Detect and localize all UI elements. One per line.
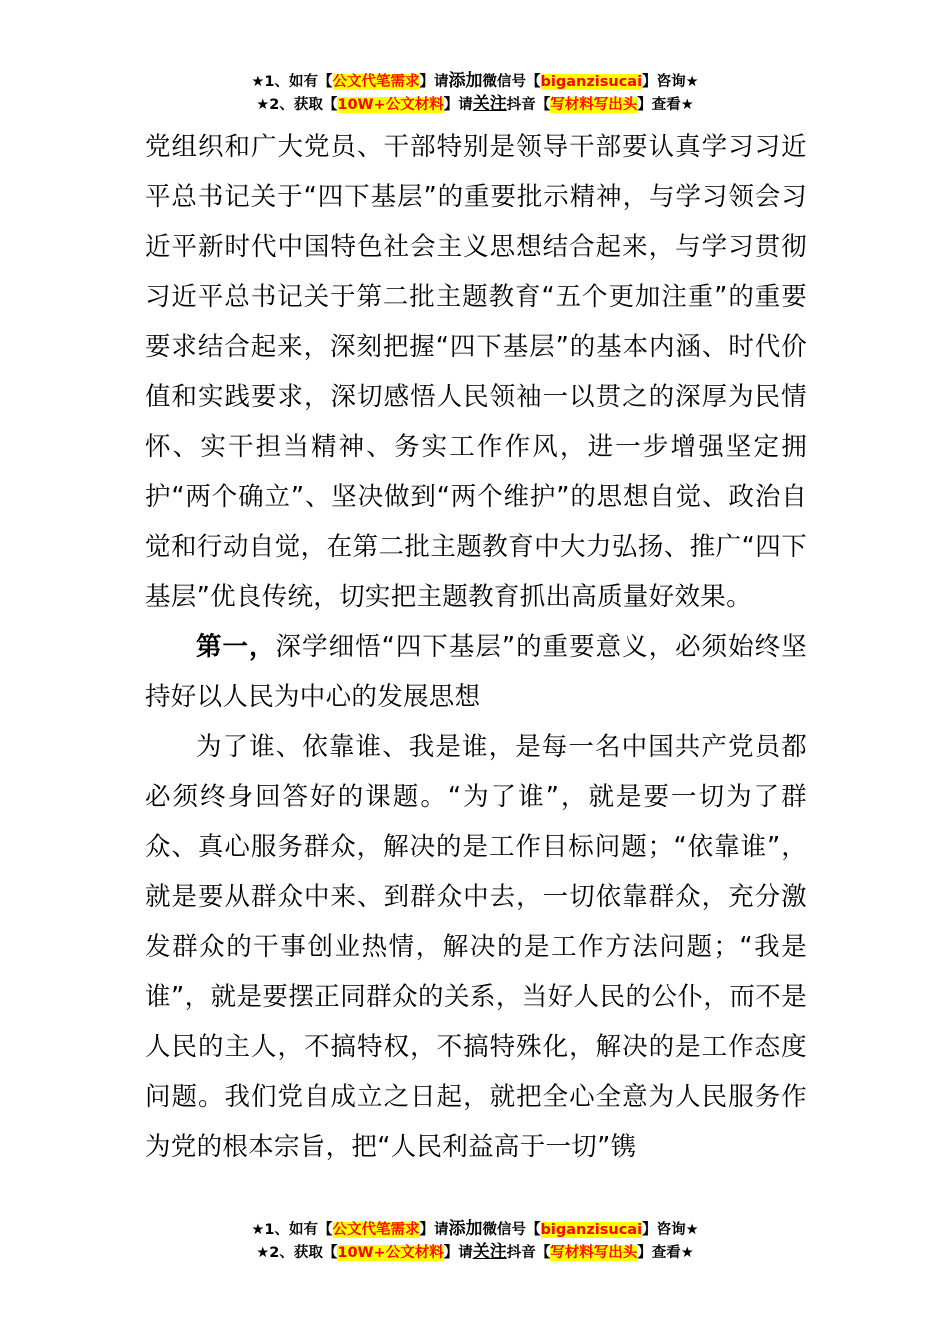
promo-highlight: 10W+公文材料 bbox=[337, 97, 444, 113]
top-promo-banner bbox=[0, 70, 950, 116]
promo-text: 】咨询★ bbox=[642, 74, 699, 90]
promo-text: ★2、获取【 bbox=[256, 97, 338, 113]
promo-text: 】咨询★ bbox=[642, 1222, 699, 1238]
document-body bbox=[145, 122, 807, 1172]
promo-highlight: 10W+公文材料 bbox=[337, 1245, 444, 1261]
promo-douyin-id: 写材料写出头 bbox=[550, 97, 638, 113]
promo-emphasis: 添加 bbox=[448, 1219, 483, 1239]
promo-text: 微信号【 bbox=[482, 74, 541, 90]
promo-text: 】请 bbox=[443, 97, 473, 113]
promo-text: ★1、如有【 bbox=[251, 74, 333, 90]
section-heading bbox=[145, 622, 807, 722]
promo-douyin-id: 写材料写出头 bbox=[550, 1245, 638, 1261]
section-heading-text: 深学细悟“四下基层”的重要意义，必须始终坚持好以人民为中心的发展思想 bbox=[145, 632, 807, 712]
promo-text: 】请 bbox=[419, 74, 449, 90]
promo-emphasis: 添加 bbox=[448, 71, 483, 91]
promo-line-2 bbox=[0, 93, 950, 116]
bottom-promo-banner bbox=[0, 1218, 950, 1264]
promo-wechat-id: biganzisucai bbox=[540, 74, 643, 90]
paragraph-1: 党组织和广大党员、干部特别是领导干部要认真学习习近平总书记关于“四下基层”的重要批示精神，与学习领会习近平新时代中国特色社会主义思想结合起来，与学习贯彻习近平总书记关于第二批主题教育“五个更加注重”的重要要求结合起来，深刻把握“四下基层”的基本内涵、时代价值和实践要求，深切感悟人民领袖一以贯之的深厚为民情怀、实干担当精神、务实工作作风，进一步增强坚定拥护“两个确立”、坚决做到“两个维护”的思想自觉、政治自觉和行动自觉，在第二批主题教育中大力弘扬、推广“四下基层”优良传统，切实把主题教育抓出高质量好效果。 bbox=[145, 132, 807, 612]
promo-text: 】请 bbox=[419, 1222, 449, 1238]
promo-text: 抖音【 bbox=[506, 97, 551, 113]
promo-text: 】请 bbox=[443, 1245, 473, 1261]
promo-highlight: 公文代笔需求 bbox=[332, 74, 420, 90]
promo-text: ★1、如有【 bbox=[251, 1222, 333, 1238]
promo-line-1 bbox=[0, 70, 950, 93]
promo-text: 】查看★ bbox=[637, 97, 694, 113]
paragraph-2: 为了谁、依靠谁、我是谁，是每一名中国共产党员都必须终身回答好的课题。“为了谁”，就是要一切为了群众、真心服务群众，解决的是工作目标问题；“依靠谁”，就是要从群众中来、到群众中去，一切依靠群众，充分激发群众的干事创业热情，解决的是工作方法问题；“我是谁”，就是要摆正同群众的关系，当好人民的公仆，而不是人民的主人，不搞特权，不搞特殊化，解决的是工作态度问题。我们党自成立之日起，就把全心全意为人民服务作为党的根本宗旨，把“人民利益高于一切”镌 bbox=[145, 732, 807, 1162]
promo-emphasis: 关注 bbox=[472, 94, 507, 114]
promo-text: ★2、获取【 bbox=[256, 1245, 338, 1261]
promo-line-1 bbox=[0, 1218, 950, 1241]
promo-highlight: 公文代笔需求 bbox=[332, 1222, 420, 1238]
promo-wechat-id: biganzisucai bbox=[540, 1222, 643, 1238]
promo-line-2 bbox=[0, 1241, 950, 1264]
promo-text: 】查看★ bbox=[637, 1245, 694, 1261]
section-heading-lead: 第一， bbox=[196, 632, 276, 662]
promo-emphasis: 关注 bbox=[472, 1242, 507, 1262]
promo-text: 微信号【 bbox=[482, 1222, 541, 1238]
promo-text: 抖音【 bbox=[506, 1245, 551, 1261]
